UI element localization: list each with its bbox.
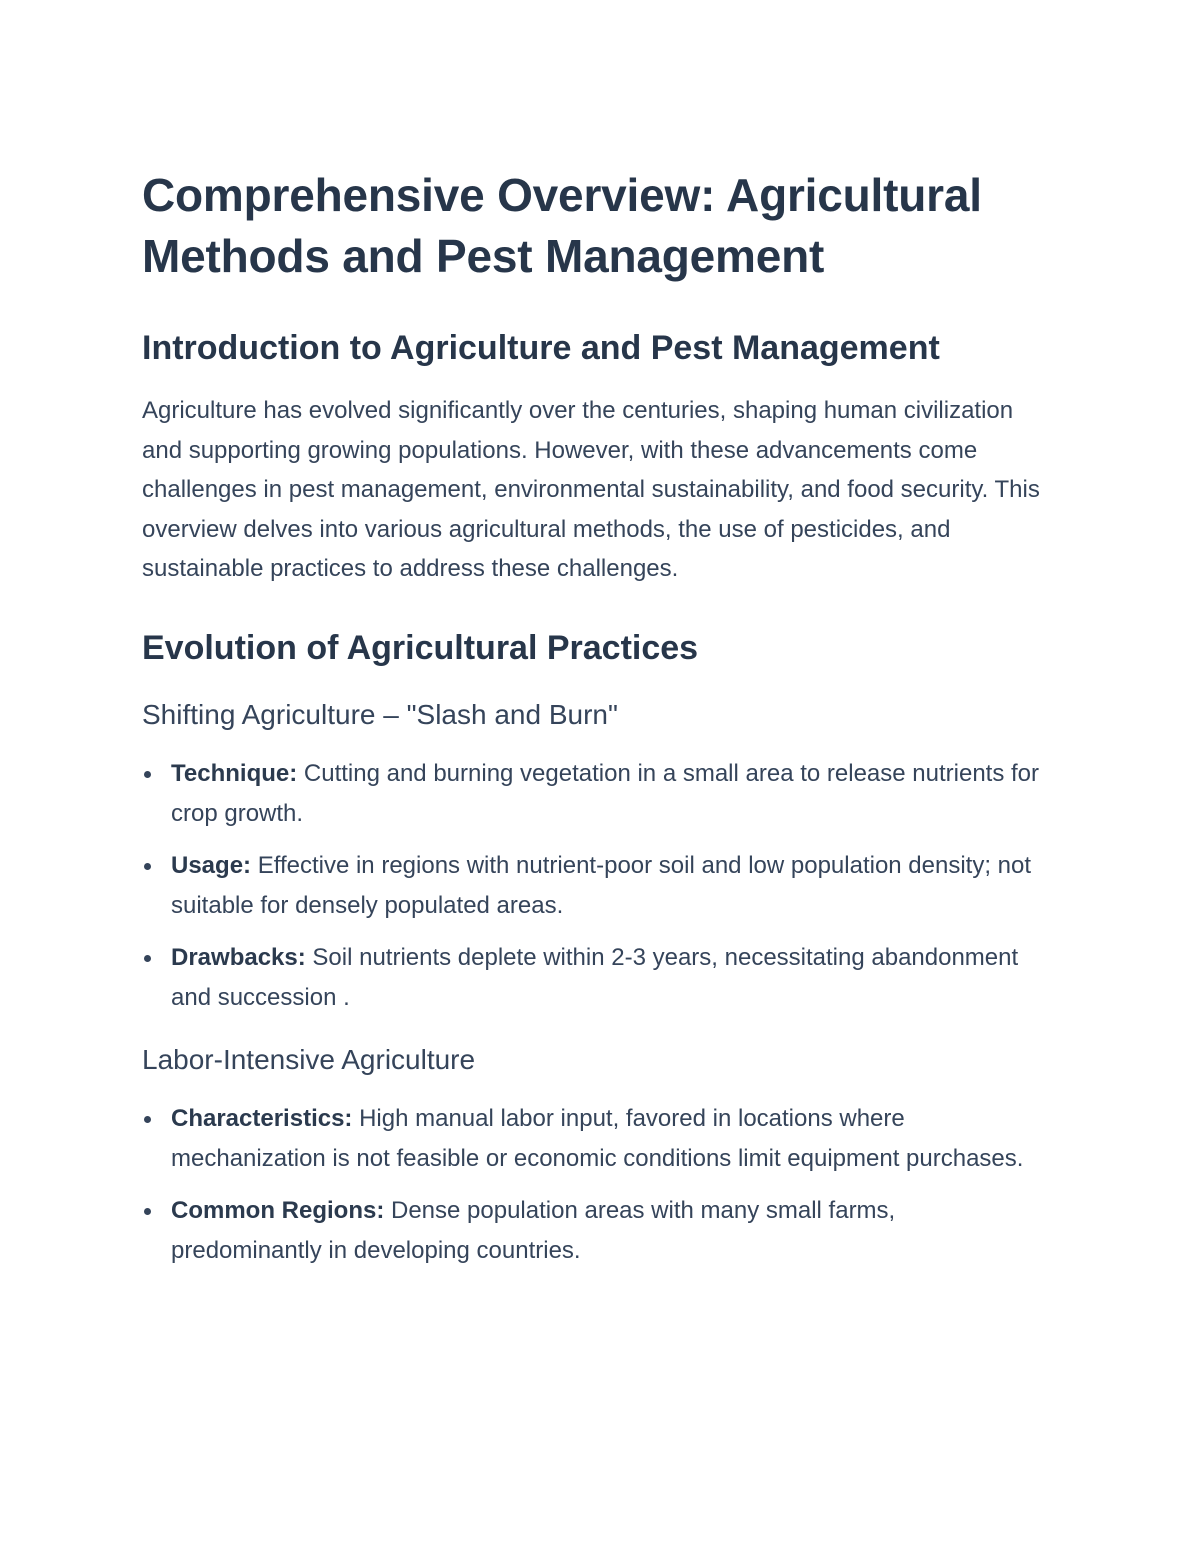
list-item-term: Usage: — [171, 851, 252, 879]
shifting-agriculture-list — [142, 754, 1042, 1018]
list-item-text: Effective in regions with nutrient-poor soil and low population density; not suitable for densely populated areas. — [171, 851, 1032, 919]
bullet-icon — [144, 771, 151, 778]
labor-intensive-list — [142, 1099, 1042, 1271]
list-item-text: High manual labor input, favored in locations where mechanization is not feasible or economic conditions limit equipment purchases. — [171, 1104, 1024, 1172]
list-item-term: Common Regions: — [171, 1196, 385, 1224]
evolution-heading: Evolution of Agricultural Practices — [142, 628, 699, 667]
list-item-text: Soil nutrients deplete within 2-3 years, necessitating abandonment and succession . — [171, 943, 1019, 1011]
list-item-term: Characteristics: — [171, 1104, 353, 1132]
list-item — [142, 938, 1042, 1018]
document-page — [142, 165, 1042, 1283]
list-item-term: Drawbacks: — [171, 943, 306, 971]
bullet-icon — [144, 1208, 151, 1215]
bullet-icon — [144, 955, 151, 962]
list-item — [142, 846, 1042, 926]
list-item — [142, 1191, 1042, 1271]
intro-heading: Introduction to Agriculture and Pest Management — [142, 329, 940, 367]
bullet-icon — [144, 1116, 151, 1123]
intro-paragraph: Agriculture has evolved significantly over the centuries, shaping human civilization and supporting growing populations. However, with these advancements come challenges in pest management, environmental sustainability, and food security. This overview delves into various agricultural methods, the use of pesticides, and sustainable practices to address these challenges. — [142, 397, 1040, 583]
list-item — [142, 1099, 1042, 1179]
list-item-term: Technique: — [171, 759, 298, 787]
list-item-text: Dense population areas with many small farms, predominantly in developing countries. — [171, 1196, 896, 1264]
list-item-text: Cutting and burning vegetation in a small area to release nutrients for crop growth. — [171, 759, 1040, 827]
list-item — [142, 754, 1042, 834]
shifting-agriculture-heading: Shifting Agriculture – "Slash and Burn" — [142, 698, 618, 730]
bullet-icon — [144, 863, 151, 870]
labor-intensive-heading: Labor-Intensive Agriculture — [142, 1043, 476, 1075]
document-title: Comprehensive Overview: Agricultural Methods and Pest Management — [142, 169, 982, 282]
